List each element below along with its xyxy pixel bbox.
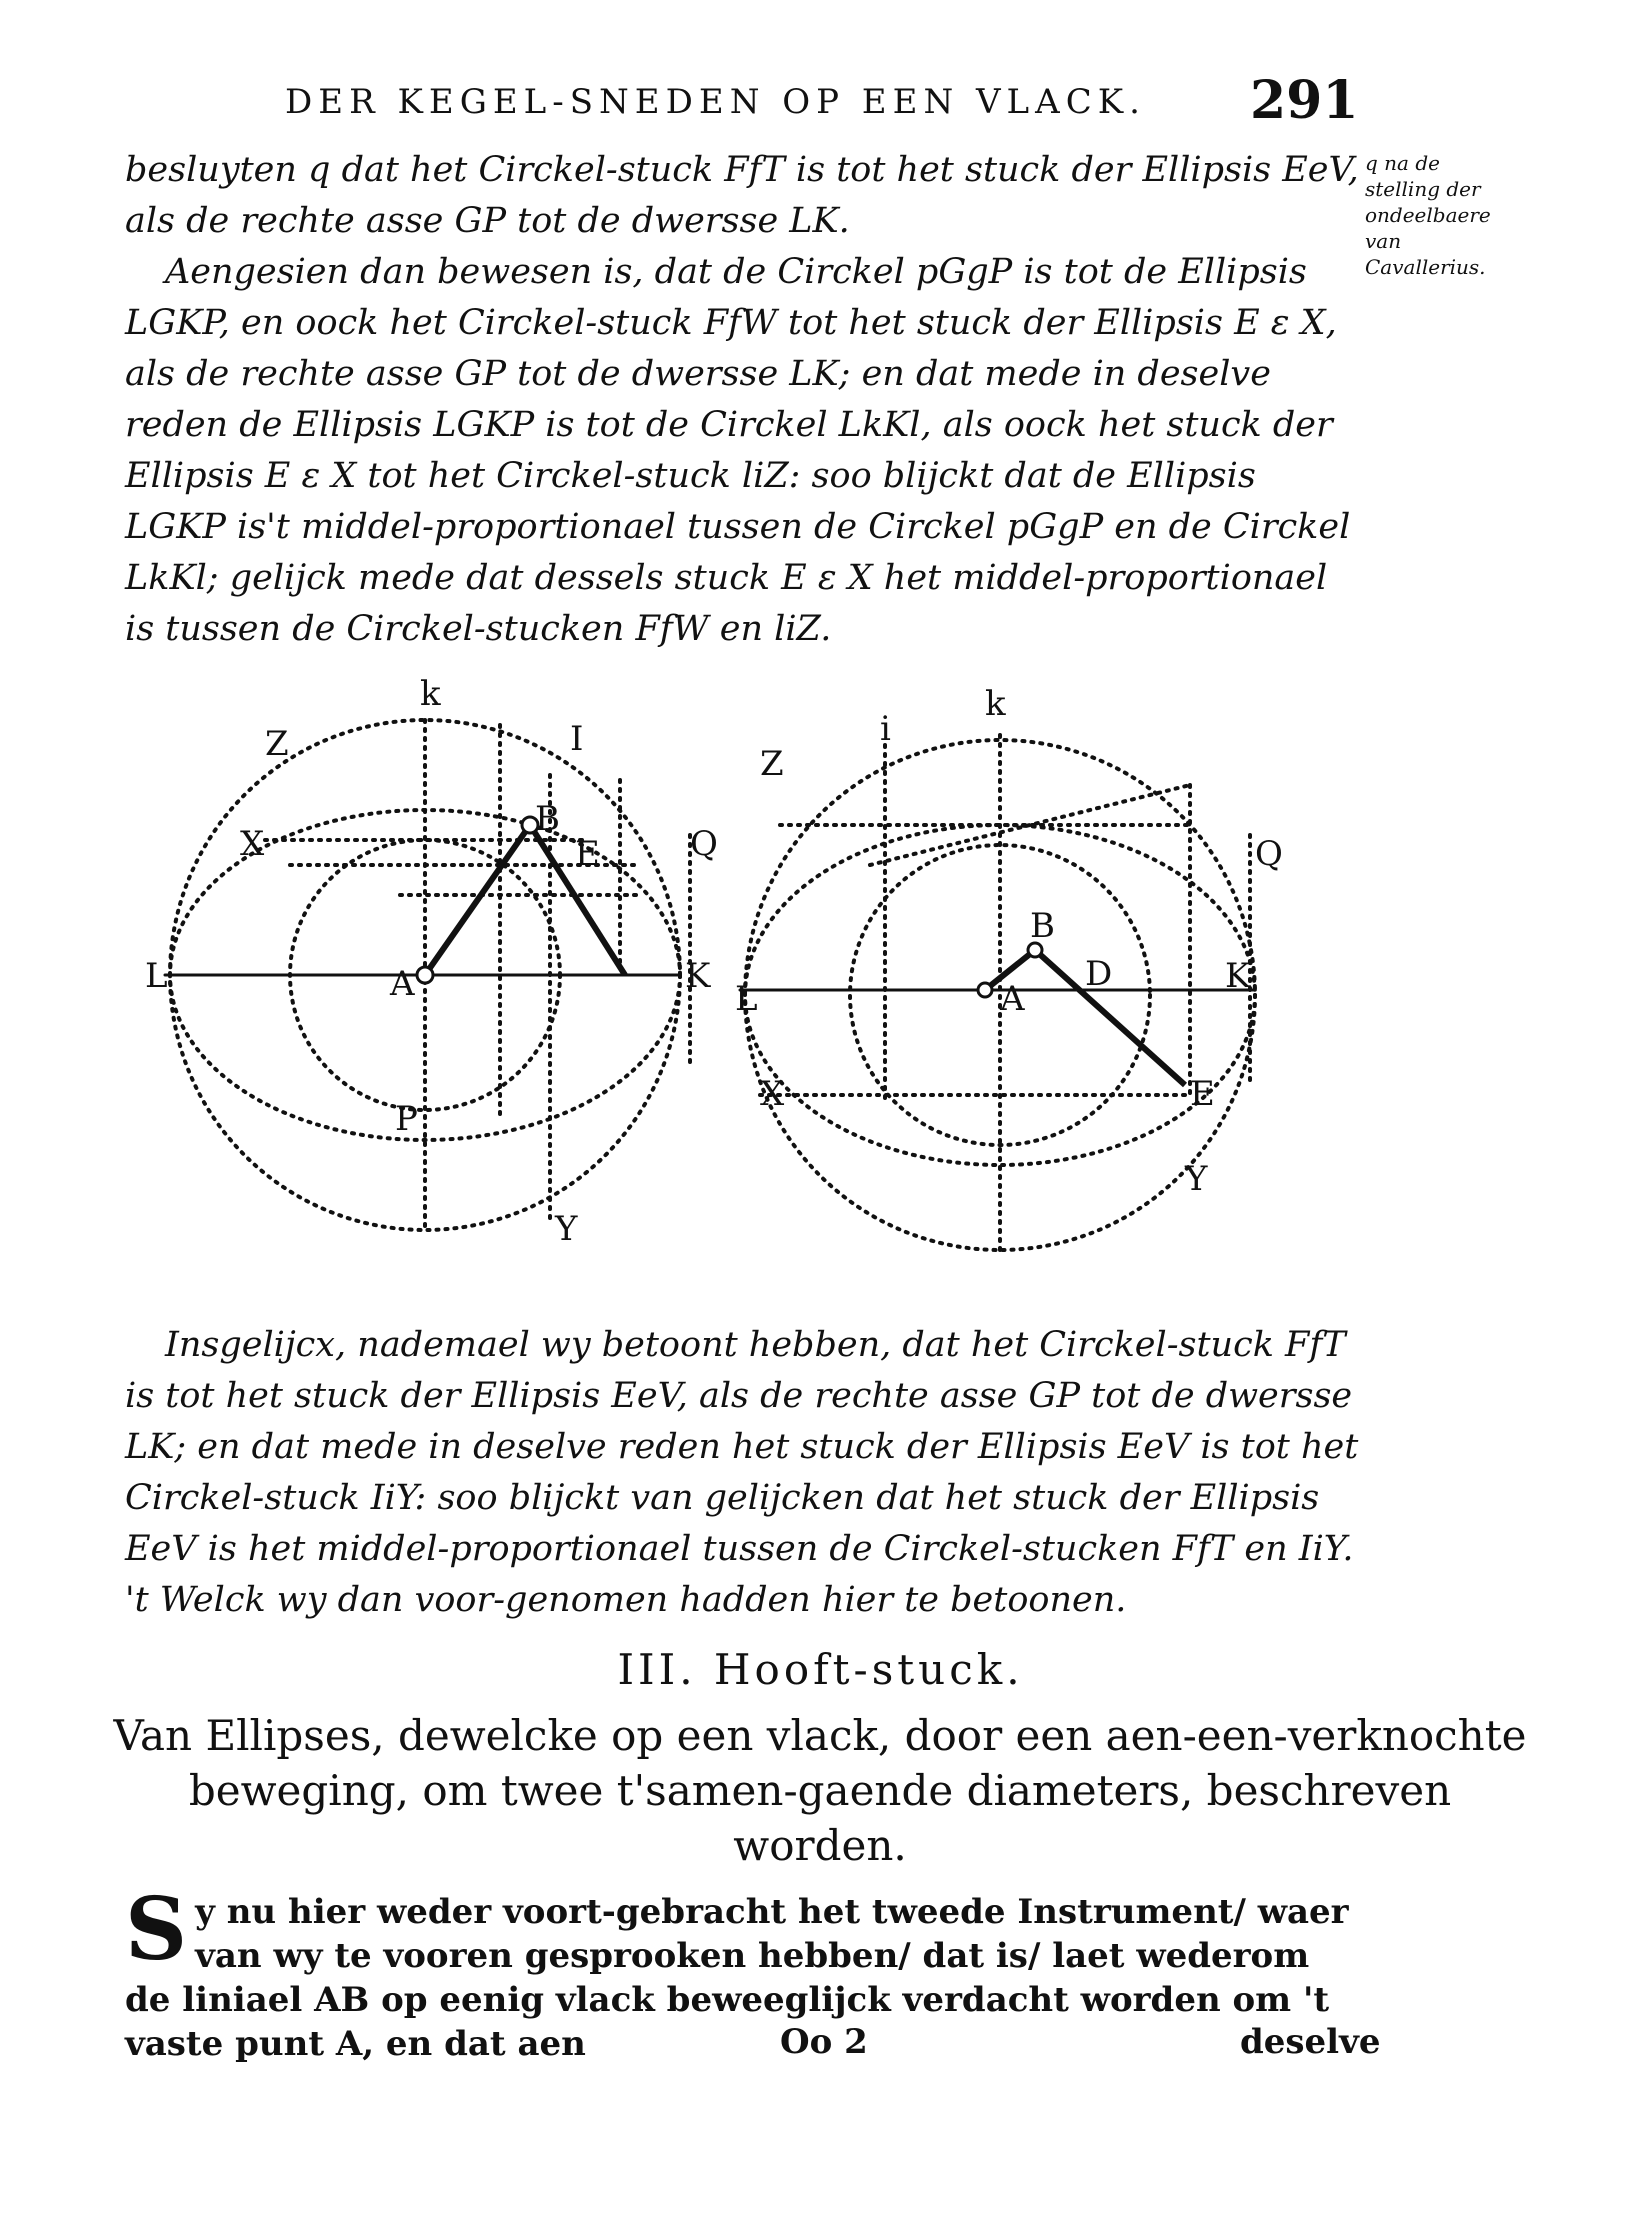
svg-text:K: K <box>1225 956 1251 996</box>
svg-text:P: P <box>395 1099 418 1139</box>
svg-text:A: A <box>1000 979 1025 1019</box>
svg-text:i: i <box>880 709 891 749</box>
blackletter-paragraph <box>125 1879 1365 2066</box>
svg-text:X: X <box>760 1074 785 1114</box>
svg-text:B: B <box>1030 906 1055 946</box>
ellipse-diagrams <box>0 665 1641 1315</box>
svg-text:k: k <box>420 674 441 714</box>
svg-text:L: L <box>735 979 758 1019</box>
paragraph-1: besluyten q dat het Circkel-stuck FfT is tot het stuck der Ellipsis EeV, als de rechte asse GP tot de dwersse LK. <box>125 150 1359 241</box>
svg-text:K: K <box>685 956 711 996</box>
svg-text:A: A <box>390 964 415 1004</box>
text-block-middle <box>125 1320 1365 1626</box>
blackletter-text: y nu hier weder voort-gebracht het tweede Instrument/ waer van wy te vooren gesprooken hebben/ dat is/ laet wederom de liniael AB op eenig vlack beweeglijck verdacht worden om 't vaste punt A, en dat aen <box>125 1892 1349 2064</box>
text-block-top <box>125 145 1365 655</box>
svg-text:E: E <box>575 834 600 874</box>
running-title: DER KEGEL-SNEDEN OP EEN VLACK. <box>285 82 1146 122</box>
svg-text:Y: Y <box>555 1209 578 1249</box>
svg-text:E: E <box>1190 1074 1215 1114</box>
svg-text:X: X <box>240 824 265 864</box>
chapter-number: III. Hooft-stuck. <box>617 1645 1024 1694</box>
svg-text:D: D <box>1085 954 1113 994</box>
margin-note: q na de stelling der ondeelbaere van Cavallerius. <box>1365 151 1491 279</box>
signature-mark: Oo 2 <box>780 2022 868 2062</box>
svg-text:Z: Z <box>760 744 784 784</box>
svg-text:B: B <box>535 799 560 839</box>
svg-text:Q: Q <box>690 824 718 864</box>
geometric-figure <box>0 665 1641 1319</box>
svg-text:L: L <box>145 956 168 996</box>
svg-text:I: I <box>570 719 584 759</box>
svg-text:k: k <box>985 684 1006 724</box>
page-number: 291 <box>1250 70 1359 131</box>
paragraph-3: Insgelijcx, nademael wy betoont hebben, dat het Circkel-stuck FfT is tot het stuck der Ellipsis EeV, als de rechte asse GP tot de dwersse LK; en dat mede in deselve reden het stuck der Ellipsis EeV is tot het Circkel-stuck IiY: soo blijckt van gelijcken dat het stuck der Ellipsis EeV is het middel-proportionael tussen de Circkel-stucken FfT en IiY. 't Welck wy dan voor-genomen hadden hier te betoonen. <box>125 1325 1359 1620</box>
paragraph-2: Aengesien dan bewesen is, dat de Circkel pGgP is tot de Ellipsis LGKP, en oock het Circkel-stuck FfW tot het stuck der Ellipsis E ε X, als de rechte asse GP tot de dwersse LK; en dat mede in deselve reden de Ellipsis LGKP is tot de Circkel LkKl, als oock het stuck der Ellipsis E ε X tot het Circkel-stuck liZ: soo blijckt dat de Ellipsis LGKP is't middel-proportionael tussen de Circkel pGgP en de Circkel LkKl; gelijck mede dat dessels stuck E ε X het middel-proportionael is tussen de Circkel-stucken FfW en liZ. <box>125 252 1351 649</box>
catchword: deselve <box>1240 2022 1381 2062</box>
drop-cap: S <box>125 1879 188 1980</box>
figure-labels <box>145 674 1283 1249</box>
svg-text:Y: Y <box>1185 1159 1208 1199</box>
svg-text:Z: Z <box>265 724 289 764</box>
svg-text:Q: Q <box>1255 834 1283 874</box>
chapter-title: Van Ellipses, dewelcke op een vlack, door een aen-een-verknochte beweging, om twee t'samen-gaende diameters, beschreven worden. <box>113 1711 1527 1870</box>
